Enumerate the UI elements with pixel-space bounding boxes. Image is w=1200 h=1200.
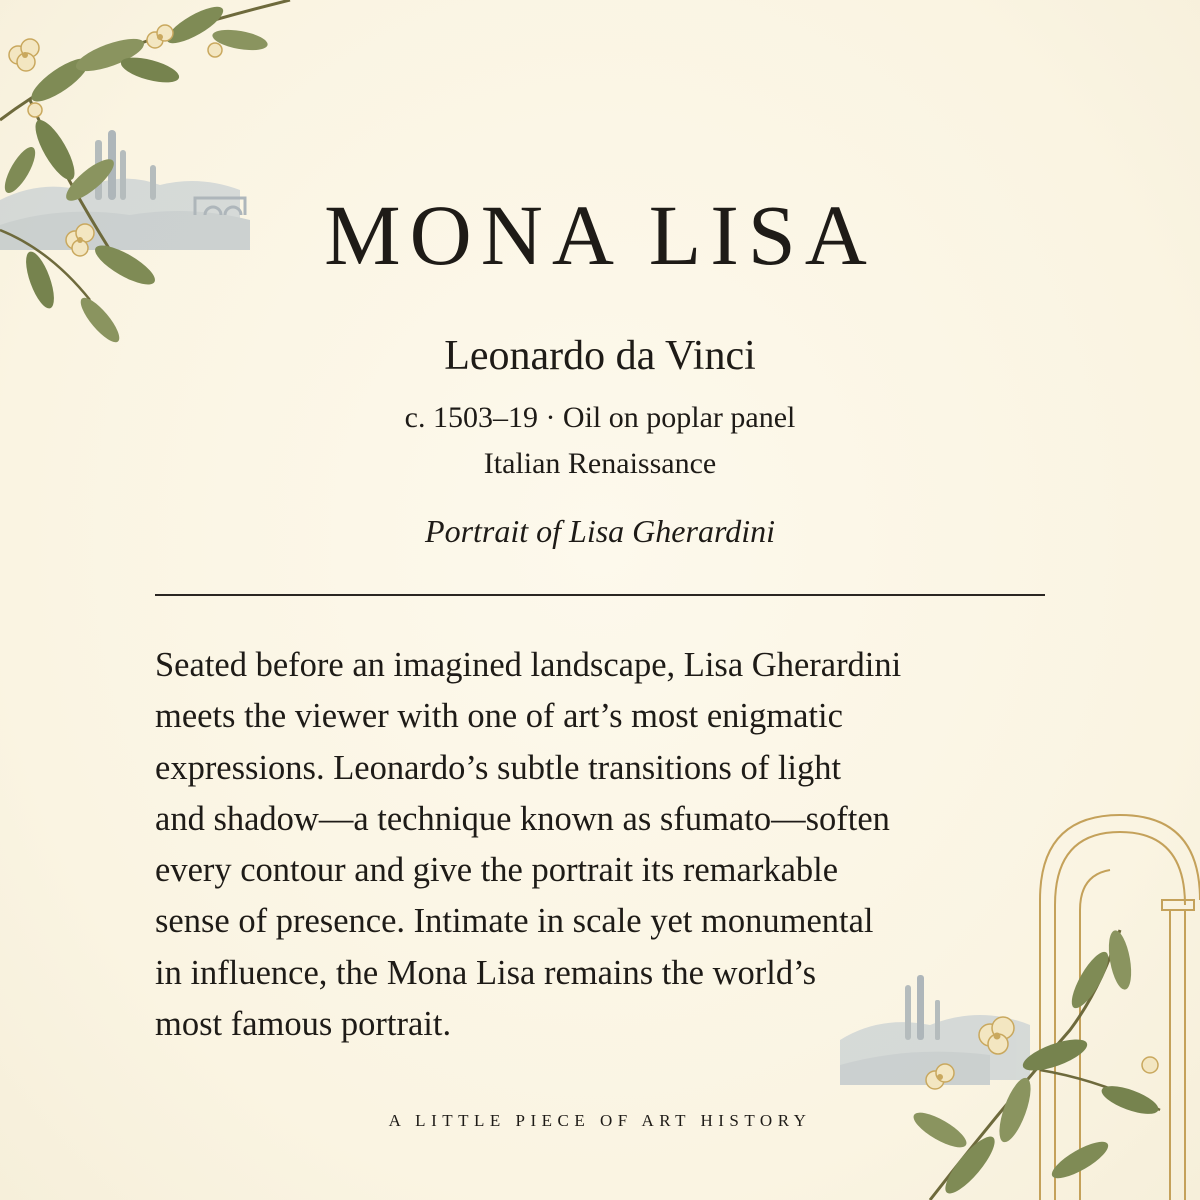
description-line: every contour and give the portrait its remarkable <box>155 851 839 890</box>
description-line: Seated before an imagined landscape, Lisa Gherardini <box>155 646 902 684</box>
artwork-description <box>155 640 1025 1050</box>
footer-tagline: A LITTLE PIECE OF ART HISTORY <box>388 1111 812 1130</box>
divider-line <box>155 594 1045 596</box>
artist-name: Leonardo da Vinci <box>444 333 756 379</box>
description-line: meets the viewer with one of art’s most enigmatic <box>155 697 843 736</box>
description-line: sense of presence. Intimate in scale yet monumental <box>155 902 874 941</box>
olive-branch <box>0 0 290 347</box>
artwork-subject: Portrait of Lisa Gherardini <box>425 513 775 549</box>
artwork-title: MONA LISA <box>324 187 876 283</box>
description-line: most famous portrait. <box>155 1005 452 1044</box>
description-line: and shadow—a technique known as sfumato—soften <box>155 799 890 838</box>
art-period: Italian Renaissance <box>483 447 717 480</box>
arch-sketch <box>1040 815 1200 1200</box>
artwork-date-medium: c. 1503–19 · Oil on poplar panel <box>404 401 796 434</box>
olive-branch-illustration-top-left <box>0 0 330 350</box>
description-line: in influence, the Mona Lisa remains the world’s <box>155 953 817 992</box>
description-line: expressions. Leonardo’s subtle transitions of light <box>155 748 842 787</box>
